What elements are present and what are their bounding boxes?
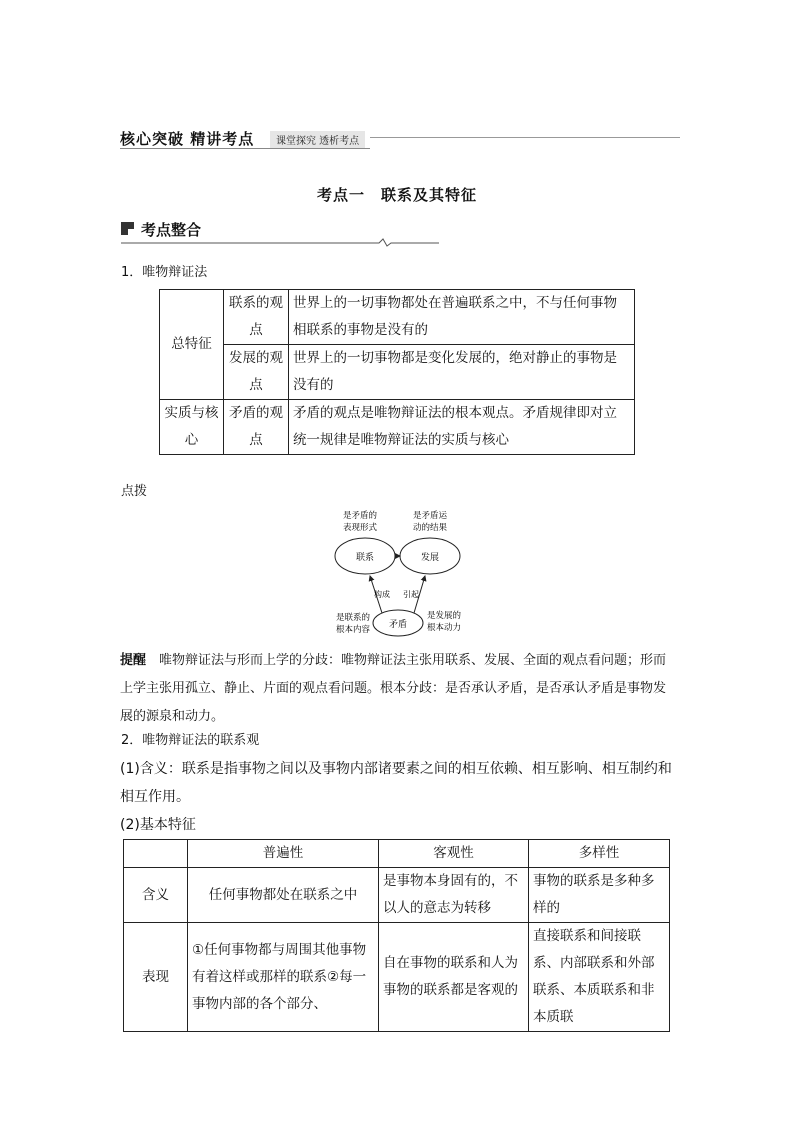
- table-cell: 直接联系和间接联系、内部联系和外部联系、本质联系和非本质联: [529, 923, 670, 1032]
- row-header: 含义: [124, 868, 188, 923]
- node-label: 矛盾: [388, 620, 408, 630]
- table-cell: [124, 840, 188, 868]
- annotation: 是矛盾运: [412, 511, 448, 521]
- section-icon-inner: [126, 227, 134, 235]
- annotation: 是矛盾的: [342, 511, 378, 521]
- table-cell: 矛盾的观点: [224, 400, 289, 455]
- table-cell: 任何事物都处在联系之中: [188, 868, 379, 923]
- row-header: 表现: [124, 923, 188, 1032]
- table-cell: 矛盾的观点是唯物辩证法的根本观点。矛盾规律即对立统一规律是唯物辩证法的实质与核心: [289, 400, 635, 455]
- annotation: 是联系的: [335, 613, 371, 623]
- annotation: 构成: [374, 590, 390, 599]
- node-label: 联系: [355, 553, 375, 563]
- table-cell: 是事物本身固有的，不以人的意志为转移: [379, 868, 529, 923]
- table-cell: 世界上的一切事物都处在普遍联系之中，不与任何事物相联系的事物是没有的: [289, 290, 635, 345]
- table-row: [124, 923, 670, 1032]
- section-rule: [121, 238, 441, 248]
- item-2-heading: 2．唯物辩证法的联系观: [121, 733, 260, 748]
- section-label: 考点整合: [141, 221, 202, 239]
- reminder-text: 唯物辩证法与形而上学的分歧：唯物辩证法主张用联系、发展、全面的观点看问题；形而上学主张用孤立、静止、片面的观点看问题。根本分歧：是否承认矛盾，是否承认矛盾是事物发展的源泉和动力。: [120, 653, 667, 724]
- table-row: [160, 290, 635, 345]
- annotation: 引起: [403, 590, 419, 599]
- banner-title: 核心突破 精讲考点: [120, 130, 255, 148]
- annotation: 根本动力: [426, 623, 462, 633]
- table-cell: 自在事物的联系和人为事物的联系都是客观的: [379, 923, 529, 1032]
- section-header: [121, 220, 441, 248]
- banner-rule: [370, 137, 680, 138]
- dialectics-table: [159, 289, 635, 455]
- dianbo-label: 点拨: [121, 484, 148, 499]
- table-cell: 联系的观点: [224, 290, 289, 345]
- annotation: 表现形式: [342, 523, 378, 533]
- node-label: 发展: [420, 553, 440, 563]
- reminder-label: 提醒: [120, 653, 147, 668]
- table-row: [160, 400, 635, 455]
- table-cell: 总特征: [160, 290, 224, 400]
- annotation: 是发展的: [426, 611, 462, 621]
- column-header: 客观性: [379, 840, 529, 868]
- banner-underline: [120, 148, 370, 149]
- table-cell: 世界上的一切事物都是变化发展的，绝对静止的事物是没有的: [289, 345, 635, 400]
- concept-diagram: [320, 505, 480, 640]
- banner-tag: 课堂探究 透析考点: [270, 131, 365, 148]
- table-header-row: [124, 840, 670, 868]
- section-banner: [120, 128, 680, 150]
- annotation: 根本内容: [335, 625, 371, 635]
- table-cell: 发展的观点: [224, 345, 289, 400]
- column-header: 多样性: [529, 840, 670, 868]
- reminder-paragraph: [120, 647, 676, 731]
- item-1-heading: 1．唯物辩证法: [121, 265, 208, 280]
- column-header: 普遍性: [188, 840, 379, 868]
- table-cell: 事物的联系是多种多样的: [529, 868, 670, 923]
- page-title: 考点一 联系及其特征: [316, 186, 477, 204]
- table-row: [160, 345, 635, 400]
- definition-paragraph: (1)含义：联系是指事物之间以及事物内部诸要素之间的相互依赖、相互影响、相互制约和相互作用。: [120, 761, 672, 805]
- table-row: [124, 868, 670, 923]
- features-table: [123, 839, 670, 1032]
- annotation: 动的结果: [412, 523, 448, 533]
- features-heading: (2)基本特征: [120, 817, 196, 833]
- table-cell: ①任何事物都与周围其他事物有着这样或那样的联系②每一事物内部的各个部分、: [188, 923, 379, 1032]
- table-cell: 实质与核心: [160, 400, 224, 455]
